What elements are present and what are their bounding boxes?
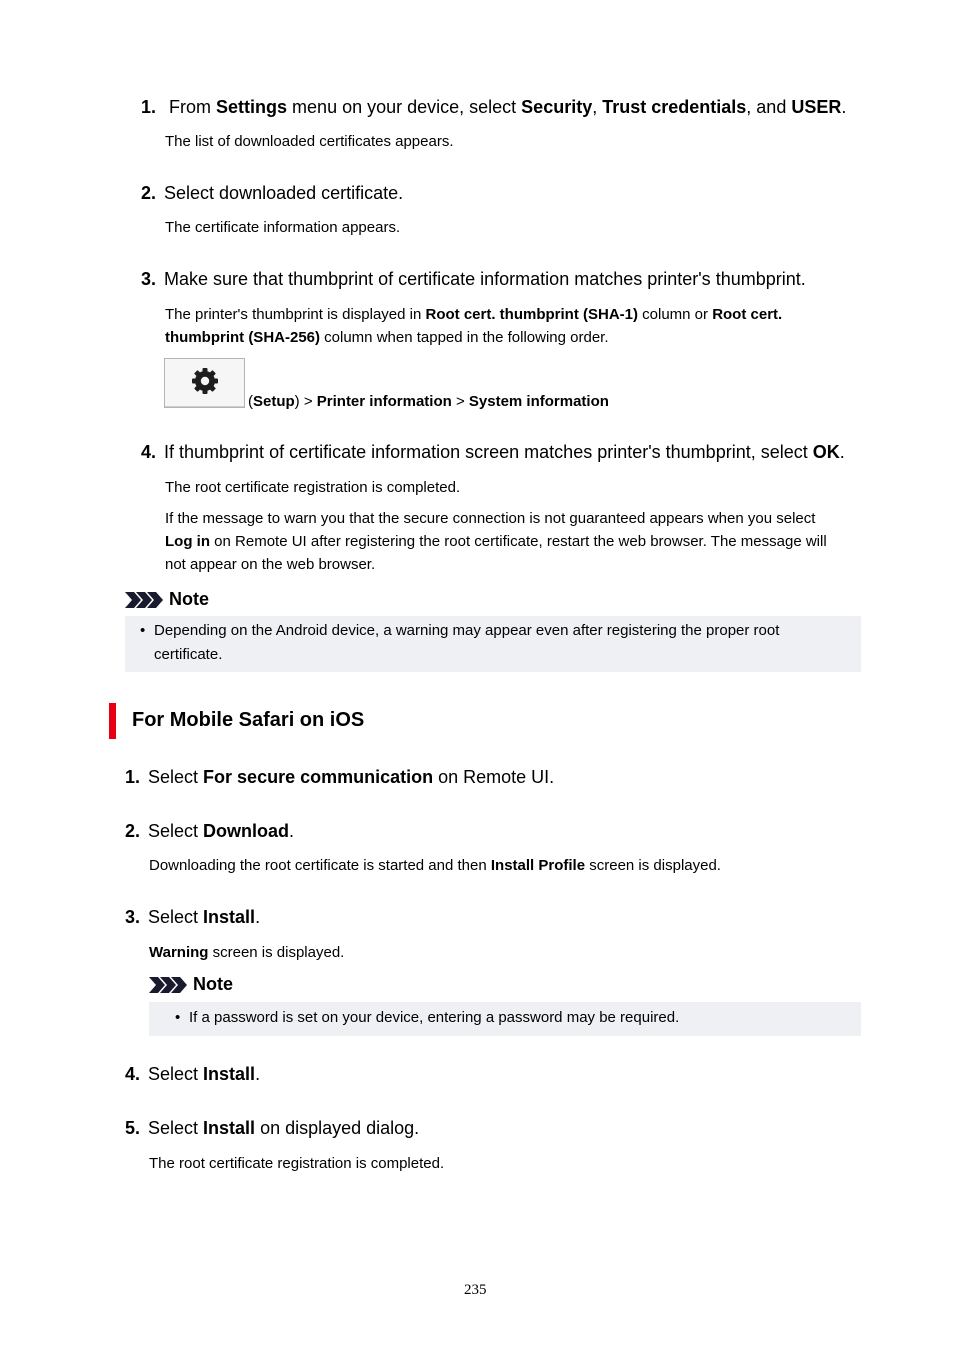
note-title: Note	[169, 589, 209, 609]
bullet: •	[175, 1009, 181, 1026]
bullet: •	[140, 622, 146, 639]
note-text: If a password is set on your device, entering a password may be required.	[189, 1009, 680, 1026]
android-step-3-description: The printer's thumbprint is displayed in Root cert. thumbprint (SHA-1) column or Root cert. thumbprint (SHA-256) column when tapped in the following order.	[165, 306, 783, 346]
ios-step-3: 3. Select Install.	[125, 907, 261, 927]
android-step-1: 1. From Settings menu on your device, select Security, Trust credentials, and USER.	[141, 97, 847, 117]
setup-menu-path: (Setup) > Printer information > System information	[248, 393, 609, 410]
ios-step-2: 2. Select Download.	[125, 821, 295, 841]
ios-note-box	[149, 1002, 861, 1036]
ios-step-5: 5. Select Install on displayed dialog.	[125, 1118, 420, 1138]
ok-term: OK	[812, 442, 840, 462]
page-number: 235	[464, 1282, 487, 1298]
note-arrows-icon	[149, 976, 187, 994]
step-number: 3.	[125, 907, 141, 927]
step-number: 5.	[125, 1118, 141, 1138]
android-note-heading	[125, 589, 209, 610]
ios-step-5-description: The root certificate registration is completed.	[149, 1155, 445, 1172]
security-term: Security	[521, 97, 593, 117]
android-step-4-warning-info: If the message to warn you that the secure connection is not guaranteed appears when you select Log in on Remote UI after registering the root certificate, restart the web browser. The message will not appear on the web browser.	[165, 510, 827, 573]
step-number: 2.	[141, 183, 157, 203]
note-title: Note	[193, 974, 233, 994]
ios-step-4: 4. Select Install.	[125, 1064, 261, 1084]
step-number: 1.	[141, 97, 157, 117]
step-number: 3.	[141, 269, 157, 289]
ios-step-3-description: Warning screen is displayed.	[149, 944, 345, 961]
android-step-2-description: The certificate information appears.	[165, 219, 401, 236]
gear-icon	[190, 366, 220, 401]
trust-credentials-term: Trust credentials	[602, 97, 747, 117]
settings-term: Settings	[216, 97, 288, 117]
android-step-1-description: The list of downloaded certificates appears.	[165, 133, 454, 150]
android-step-2: 2. Select downloaded certificate.	[141, 183, 404, 203]
step-number: 1.	[125, 767, 141, 787]
ios-step-2-description: Downloading the root certificate is started and then Install Profile screen is displayed.	[149, 857, 721, 874]
note-arrows-icon	[125, 591, 163, 609]
android-step-3: 3. Make sure that thumbprint of certificate information matches printer's thumbprint.	[141, 269, 806, 289]
step-number: 4.	[125, 1064, 141, 1084]
ios-note-heading	[149, 974, 233, 995]
section-title-ios: For Mobile Safari on iOS	[132, 709, 365, 731]
section-heading-bar	[109, 703, 116, 739]
step-number: 4.	[141, 442, 157, 462]
note-text: Depending on the Android device, a warning may appear even after registering the proper root certificate.	[154, 622, 780, 663]
android-step-4-description: The root certificate registration is completed.	[165, 479, 461, 496]
ios-step-1: 1. Select For secure communication on Remote UI.	[125, 767, 555, 787]
setup-button-image	[164, 358, 245, 408]
android-step-4: 4. If thumbprint of certificate information screen matches printer's thumbprint, select OK.	[141, 442, 845, 462]
user-term: USER	[791, 97, 842, 117]
android-note-box	[125, 616, 861, 672]
step-number: 2.	[125, 821, 141, 841]
